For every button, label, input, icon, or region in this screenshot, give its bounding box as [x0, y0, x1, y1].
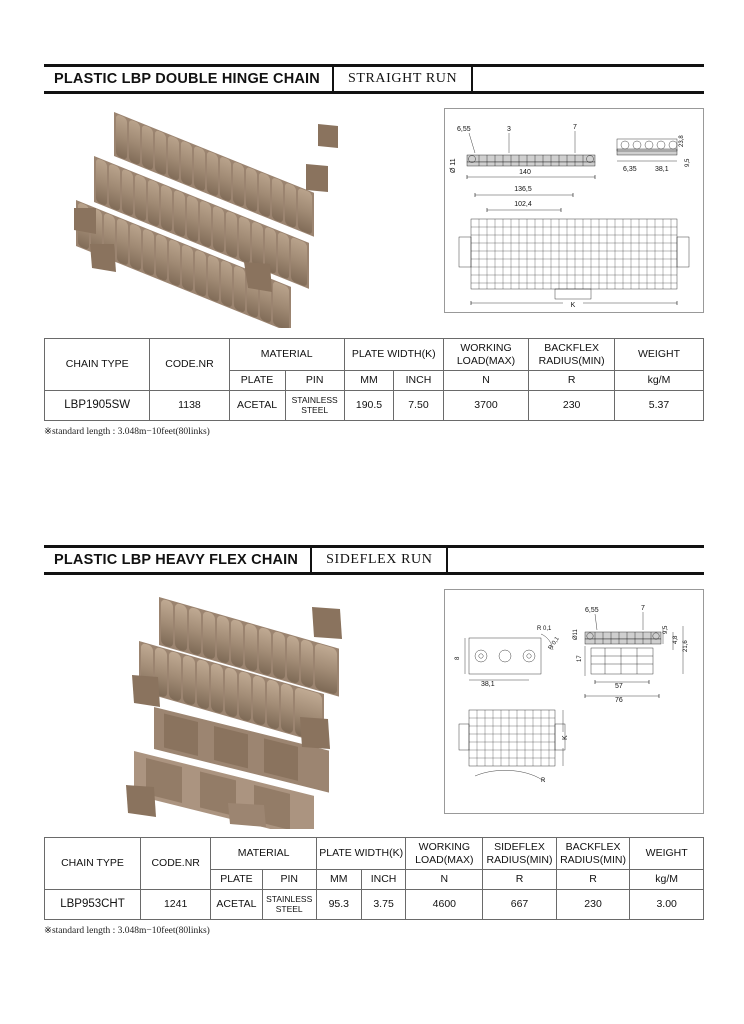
technical-drawing-sideflex-run	[444, 589, 704, 814]
svg-text:9,5: 9,5	[685, 158, 691, 167]
product-photo-heavy-flex	[104, 589, 384, 829]
th-sideflex-unit: R	[483, 870, 557, 890]
section-header	[44, 64, 704, 94]
td-weight: 3.00	[630, 890, 704, 920]
svg-text:6,35: 6,35	[623, 166, 637, 173]
td-backflex: 230	[556, 890, 630, 920]
th-plate-width: PLATE WIDTH(K)	[316, 838, 406, 870]
spec-table-double-hinge	[44, 338, 704, 421]
svg-text:6,55: 6,55	[457, 126, 471, 133]
standard-length-note: ※standard length : 3.048m−10feet(80links)	[44, 926, 210, 936]
svg-text:57: 57	[615, 683, 623, 690]
td-chain-type: LBP1905SW	[45, 391, 150, 421]
svg-text:140: 140	[519, 169, 531, 176]
section-heavy-flex-chain	[44, 545, 704, 936]
th-plate-width: PLATE WIDTH(K)	[344, 339, 443, 371]
th-load-unit: N	[406, 870, 483, 890]
th-working-load: WORKING LOAD(MAX)	[443, 339, 529, 371]
th-material: MATERIAL	[229, 339, 344, 371]
th-weight: WEIGHT	[630, 838, 704, 870]
th-plate: PLATE	[229, 371, 285, 391]
td-inch: 7.50	[394, 391, 443, 421]
th-pin: PIN	[262, 870, 316, 890]
standard-length-note: ※standard length : 3.048m−10feet(80links)	[44, 427, 210, 437]
th-pin: PIN	[285, 371, 344, 391]
th-mm: MM	[344, 371, 393, 391]
svg-text:8: 8	[455, 656, 461, 660]
table-row	[45, 890, 704, 920]
svg-text:136,5: 136,5	[514, 186, 532, 193]
th-inch: INCH	[394, 371, 443, 391]
figures-row	[44, 589, 704, 837]
th-material: MATERIAL	[211, 838, 317, 870]
td-backflex: 230	[529, 391, 615, 421]
svg-text:76: 76	[615, 697, 623, 704]
td-load: 3700	[443, 391, 529, 421]
th-weight-unit: kg/M	[614, 371, 703, 391]
svg-text:7: 7	[641, 605, 645, 612]
svg-text:R: R	[541, 778, 546, 784]
td-weight: 5.37	[614, 391, 703, 421]
svg-text:Ø 11: Ø 11	[450, 158, 457, 173]
th-inch: INCH	[361, 870, 406, 890]
section-header	[44, 545, 704, 575]
svg-text:R 0,1: R 0,1	[547, 635, 561, 652]
th-backflex-radius: BACKFLEX RADIUS(MIN)	[556, 838, 630, 870]
svg-text:9,5: 9,5	[663, 625, 669, 634]
table-row	[45, 391, 704, 421]
section-title: PLASTIC LBP HEAVY FLEX CHAIN	[44, 548, 312, 572]
svg-text:23,8: 23,8	[679, 135, 685, 147]
td-code-nr: 1241	[140, 890, 210, 920]
section-title: PLASTIC LBP DOUBLE HINGE CHAIN	[44, 67, 334, 91]
section-double-hinge-chain	[44, 64, 704, 437]
section-subtitle: SIDEFLEX RUN	[312, 548, 448, 572]
td-sideflex: 667	[483, 890, 557, 920]
svg-text:4,8: 4,8	[673, 635, 679, 644]
svg-text:6,55: 6,55	[585, 607, 599, 614]
svg-text:102,4: 102,4	[514, 201, 532, 208]
svg-text:38,1: 38,1	[481, 681, 495, 688]
header-filler	[448, 548, 704, 572]
td-inch: 3.75	[361, 890, 406, 920]
th-chain-type: CHAIN TYPE	[45, 339, 150, 391]
th-chain-type: CHAIN TYPE	[45, 838, 141, 890]
th-plate: PLATE	[211, 870, 262, 890]
svg-text:17: 17	[577, 655, 583, 662]
td-mm: 95.3	[316, 890, 361, 920]
svg-text:21,6: 21,6	[683, 640, 689, 652]
table-header-row-1	[45, 838, 704, 870]
th-mm: MM	[316, 870, 361, 890]
td-pin: STAINLESS STEEL	[262, 890, 316, 920]
th-backflex-radius: BACKFLEX RADIUS(MIN)	[529, 339, 615, 371]
spec-table-heavy-flex	[44, 837, 704, 920]
th-backflex-unit: R	[556, 870, 630, 890]
th-working-load: WORKING LOAD(MAX)	[406, 838, 483, 870]
th-code-nr: CODE.NR	[140, 838, 210, 890]
svg-text:3: 3	[507, 126, 511, 133]
product-photo-double-hinge	[64, 108, 394, 328]
td-mm: 190.5	[344, 391, 393, 421]
svg-text:K: K	[562, 735, 569, 740]
td-plate: ACETAL	[211, 890, 262, 920]
td-code-nr: 1138	[150, 391, 229, 421]
th-code-nr: CODE.NR	[150, 339, 229, 391]
section-subtitle: STRAIGHT RUN	[334, 67, 473, 91]
th-sideflex-radius: SIDEFLEX RADIUS(MIN)	[483, 838, 557, 870]
th-weight: WEIGHT	[614, 339, 703, 371]
svg-text:Ø11: Ø11	[573, 629, 579, 640]
th-load-unit: N	[443, 371, 529, 391]
td-pin: STAINLESS STEEL	[285, 391, 344, 421]
header-filler	[473, 67, 704, 91]
figures-row	[44, 108, 704, 338]
td-chain-type: LBP953CHT	[45, 890, 141, 920]
td-plate: ACETAL	[229, 391, 285, 421]
svg-text:38,1: 38,1	[655, 166, 669, 173]
th-backflex-unit: R	[529, 371, 615, 391]
svg-text:7: 7	[573, 124, 577, 131]
technical-drawing-straight-run	[444, 108, 704, 313]
svg-text:K: K	[570, 302, 576, 309]
svg-text:R 0,1: R 0,1	[537, 626, 552, 632]
td-load: 4600	[406, 890, 483, 920]
table-header-row-1	[45, 339, 704, 371]
th-weight-unit: kg/M	[630, 870, 704, 890]
